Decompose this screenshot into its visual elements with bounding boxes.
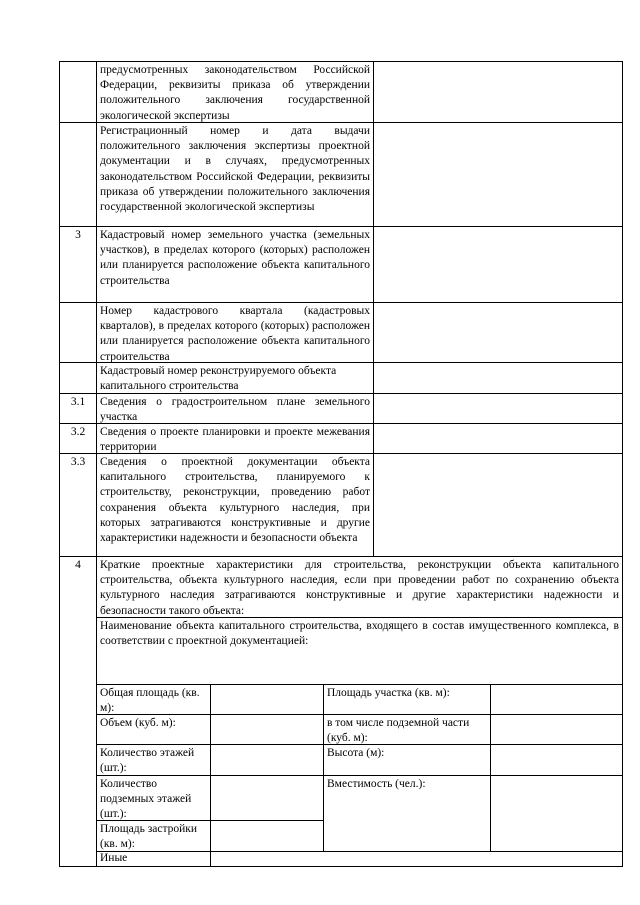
row-number-cell <box>59 61 97 123</box>
underground-floors-label: Количество подземных этажей (шт.): <box>100 778 192 821</box>
row-label-text: Сведения о градостроительном плане земельного участка <box>100 396 370 424</box>
row-label-cell <box>96 423 374 454</box>
floors-label: Количество этажей (шт.): <box>100 747 195 775</box>
row-number-cell <box>59 556 97 867</box>
row-label-text: Сведения о проекте планировки и проекте межевания территории <box>100 426 370 454</box>
floors-label-cell <box>96 744 211 776</box>
height-value-cell <box>490 744 623 776</box>
characteristics-heading: Краткие проектные характеристики для строительства, реконструкции объекта капитального строительства, объекта культурного наследия, если при проведении работ по сохранению объекта культурного наследия затрагиваются конструктивные и другие характеристики надежности и безопасности такого объекта: <box>100 559 619 617</box>
row-value-cell <box>373 393 623 424</box>
row-value-cell <box>373 61 623 123</box>
row-label-cell <box>96 61 374 123</box>
building-area-value-cell <box>210 820 324 852</box>
height-label-cell <box>323 744 491 776</box>
row-number-cell <box>59 453 97 557</box>
other-value-cell <box>210 851 623 867</box>
capacity-label: Вместимость (чел.): <box>327 778 426 790</box>
other-label-cell <box>96 851 211 867</box>
row-label-cell <box>96 362 374 394</box>
row-label-text: Регистрационный номер и дата выдачи положительного заключения экспертизы проектной документации и в случаях, предусмотренных законодательством Российской Федерации, реквизиты приказа об утверждении положительного заключения государственной экологической экспертизы <box>100 125 370 214</box>
row-value-cell <box>373 423 623 454</box>
row-number-cell <box>59 302 97 363</box>
row-number: 3.1 <box>70 396 86 408</box>
row-value-cell <box>373 302 623 363</box>
row-label-cell <box>96 453 374 557</box>
row-label-text: Сведения о проектной документации объекта капитального строительства, планируемого к строительству, реконструкции, проведению работ сохранения объекта культурного наследия, при которых затрагиваются конструктивные и другие характеристики надежности и безопасности объекта <box>100 456 370 545</box>
other-label: Иные <box>100 852 128 864</box>
row-number: 4 <box>75 559 81 571</box>
plot-area-label-cell <box>323 684 491 715</box>
underground-volume-label-cell <box>323 714 491 745</box>
row-label-cell <box>96 302 374 363</box>
row-label-cell <box>96 393 374 424</box>
total-area-value-cell <box>210 684 324 715</box>
underground-floors-label-cell <box>96 775 211 821</box>
row-number-cell <box>59 362 97 394</box>
row-number: 3.2 <box>70 426 86 438</box>
row-label-text: Номер кадастрового квартала (кадастровых кварталов), в пределах которого (которых) расположен или планируется расположение объекта капитального строительства <box>100 305 370 363</box>
object-name-cell <box>96 617 623 685</box>
underground-volume-value-cell <box>490 714 623 745</box>
underground-floors-value-cell <box>210 775 324 821</box>
floors-value-cell <box>210 744 324 776</box>
height-label: Высота (м): <box>327 747 385 759</box>
total-area-label-cell <box>96 684 211 715</box>
volume-label-cell <box>96 714 211 745</box>
row-number-cell <box>59 122 97 227</box>
row-label-text: Кадастровый номер земельного участка (земельных участков), в пределах которого (которых) расположен или планируется расположение объекта капитального строительства <box>100 229 370 287</box>
volume-label: Объем (куб. м): <box>100 717 176 729</box>
row-number-cell <box>59 226 97 303</box>
row-number-cell <box>59 393 97 424</box>
plot-area-value-cell <box>490 684 623 715</box>
characteristics-heading-cell <box>96 556 623 618</box>
row-label-text: Кадастровый номер реконструируемого объекта капитального строительства <box>100 365 337 393</box>
volume-value-cell <box>210 714 324 745</box>
capacity-value-cell <box>490 775 623 852</box>
capacity-label-cell <box>323 775 491 852</box>
underground-volume-label: в том числе подземной части (куб. м): <box>327 717 470 745</box>
total-area-label: Общая площадь (кв. м): <box>100 687 200 715</box>
row-number: 3 <box>75 229 81 241</box>
row-label-cell <box>96 226 374 303</box>
row-number-cell <box>59 423 97 454</box>
row-label-cell <box>96 122 374 227</box>
row-label-text: предусмотренных законодательством Российской Федерации, реквизиты приказа об утверждении положительного заключения государственной экологической экспертизы <box>100 64 370 122</box>
object-name-label: Наименование объекта капитального строительства, входящего в состав имущественного комплекса, в соответствии с проектной документацией: <box>100 620 619 648</box>
building-area-label-cell <box>96 820 211 852</box>
plot-area-label: Площадь участка (кв. м): <box>327 687 450 699</box>
row-value-cell <box>373 453 623 557</box>
row-value-cell <box>373 362 623 394</box>
row-value-cell <box>373 226 623 303</box>
building-area-label: Площадь застройки (кв. м): <box>100 823 198 851</box>
row-number: 3.3 <box>70 456 86 468</box>
row-value-cell <box>373 122 623 227</box>
